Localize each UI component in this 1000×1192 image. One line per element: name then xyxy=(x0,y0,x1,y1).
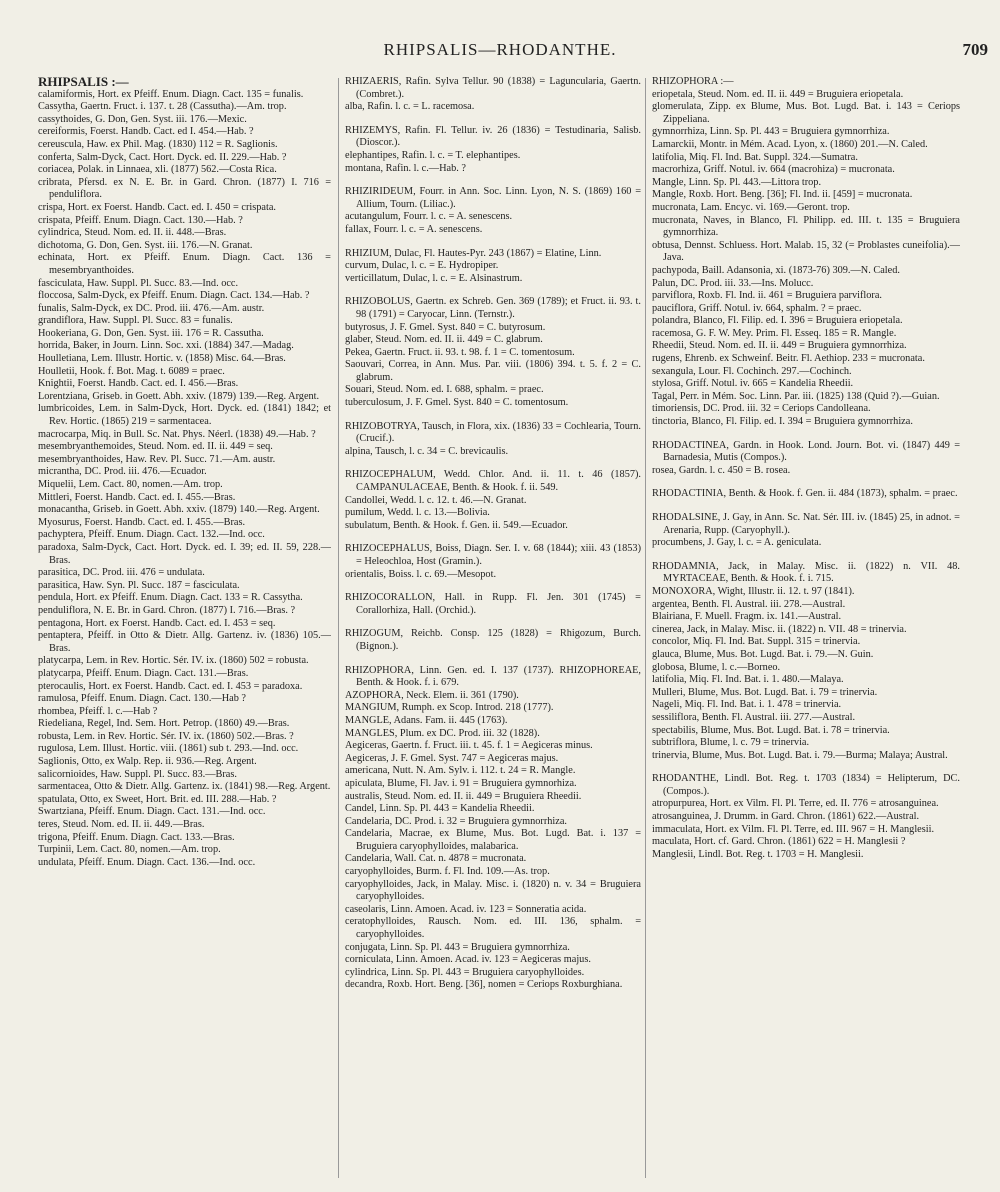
index-entry: americana, Nutt. N. Am. Sylv. i. 112. t. 24 = R. Mangle. xyxy=(345,765,576,777)
genus-heading: RHIZIUM, Dulac, Fl. Hautes-Pyr. 243 (1867) = Elatine, Linn. xyxy=(345,247,602,259)
index-entry: pentagona, Hort. ex Foerst. Handb. Cact. ed. I. 453 = seq. xyxy=(38,617,276,629)
index-entry: crispa, Hort. ex Foerst. Handb. Cact. ed. I. 450 = crispata. xyxy=(38,201,276,213)
index-entry: Mangle, Linn. Sp. Pl. 443.—Littora trop. xyxy=(652,176,822,188)
index-entry: MONOXORA, Wight, Illustr. ii. 12. t. 97 (1841). xyxy=(652,585,855,597)
index-entry: calamiformis, Hort. ex Pfeiff. Enum. Diagn. Cact. 135 = funalis. xyxy=(38,88,304,100)
genus-block xyxy=(345,628,641,653)
index-entry: salicornioides, Haw. Suppl. Pl. Succ. 83.—Bras. xyxy=(38,768,237,780)
genus-heading: RHIZOBOTRYA, Tausch, in Flora, xix. (1836) 33 = Cochlearia, Tourn. (Crucif.). xyxy=(345,420,641,445)
index-entry: trinervia, Blume, Mus. Bot. Lugd. Bat. i. 79.—Burma; Malaya; Austral. xyxy=(652,749,948,761)
index-entry: monacantha, Griseb. in Goett. Abh. xxiv. (1879) 140.—Reg. Argent. xyxy=(38,504,320,516)
index-entry: apiculata, Blume, Fl. Jav. i. 91 = Bruguiera gymnorhiza. xyxy=(345,777,577,789)
index-entry: cylindrica, Steud. Nom. ed. II. ii. 448.—Bras. xyxy=(38,227,227,239)
index-entry: pauciflora, Griff. Notul. iv. 664, sphalm. ? = praec. xyxy=(652,302,862,314)
column-divider xyxy=(338,78,339,1178)
index-entry: acutangulum, Fourr. l. c. = A. senescens. xyxy=(345,211,513,223)
index-entry: echinata, Hort. ex Pfeiff. Enum. Diagn. Cact. 136 = mesembryanthoides. xyxy=(38,252,331,276)
genus-block xyxy=(345,665,641,992)
index-entry: lumbricoides, Lem. in Salm-Dyck, Hort. Dyck. ed. (1841) 1842; et Rev. Hortic. (1865) 219 = sarmentacea. xyxy=(38,403,331,428)
genus-block xyxy=(345,592,641,617)
index-entry: tuberculosum, J. F. Gmel. Syst. 840 = C. tomentosum. xyxy=(345,397,569,409)
index-entry: undulata, Pfeiff. Enum. Diagn. Cact. 136.—Ind. occ. xyxy=(38,856,256,868)
index-entry: Pekea, Gaertn. Fruct. ii. 93. t. 98. f. 1 = C. tomentosum. xyxy=(345,346,575,358)
index-entry: Houlletiana, Lem. Illustr. Hortic. v. (1858) Misc. 64.—Bras. xyxy=(38,353,286,365)
index-entry: pendula, Hort. ex Pfeiff. Enum. Diagn. Cact. 133 = R. Cassytha. xyxy=(38,592,303,604)
index-entry: glaber, Steud. Nom. ed. II. ii. 449 = C. glabrum. xyxy=(345,334,543,346)
genus-block xyxy=(345,248,641,286)
genus-block xyxy=(652,488,960,501)
index-entry: Saouvari, Correa, in Ann. Mus. Par. viii. (1806) 394. t. 5. f. 2 = C. glabrum. xyxy=(345,359,641,383)
genus-heading: RHODACTINEA, Gardn. in Hook. Lond. Journ. Bot. vi. (1847) 449 = Barnadesia, Mutis (Compos.). xyxy=(652,439,960,464)
index-entry: Nageli, Miq. Fl. Ind. Bat. i. 1. 478 = trinervia. xyxy=(652,699,842,711)
genus-heading: RHIZAERIS, Rafin. Sylva Tellur. 90 (1838) = Laguncularia, Gaertn. (Combret.). xyxy=(345,76,641,100)
index-entry: coriacea, Polak. in Linnaea, xli. (1877) 562.—Costa Rica. xyxy=(38,164,277,176)
genus-block xyxy=(345,469,641,532)
genus-heading: RHIZOCEPHALUS, Boiss, Diagn. Ser. I. v. 68 (1844); xiii. 43 (1853) = Heleochloa, Host (Gramin.). xyxy=(345,543,641,567)
genus-block xyxy=(345,186,641,236)
index-entry: polandra, Blanco, Fl. Filip. ed. I. 396 = Bruguiera eriopetala. xyxy=(652,315,903,327)
column-2 xyxy=(345,76,641,1186)
index-entry: latifolia, Miq. Fl. Ind. Bat. i. 1. 480.—Malaya. xyxy=(652,674,844,686)
index-entry: funalis, Salm-Dyck, ex DC. Prod. iii. 476.—Am. austr. xyxy=(38,302,265,314)
index-entry: Candollei, Wedd. l. c. 12. t. 46.—N. Granat. xyxy=(345,494,527,506)
genus-heading: RHIPSALIS :— xyxy=(38,76,129,89)
index-entry: parasitica, Haw. Syn. Pl. Succ. 187 = fasciculata. xyxy=(38,579,240,591)
index-entry: racemosa, G. F. W. Mey. Prim. Fl. Esseq. 185 = R. Mangle. xyxy=(652,327,897,339)
index-entry: fallax, Fourr. l. c. = A. senescens. xyxy=(345,223,483,235)
index-entry: teres, Steud. Nom. ed. II. ii. 449.—Bras. xyxy=(38,819,205,831)
running-head: RHIPSALIS—RHODANTHE. xyxy=(383,40,617,59)
index-entry: cribrata, Pfersd. ex N. E. Br. in Gard. Chron. (1877) I. 716 = penduliflora. xyxy=(38,176,331,201)
index-entry: Candelaria, DC. Prod. i. 32 = Bruguiera gymnorrhiza. xyxy=(345,815,567,827)
genus-heading: RHIZOBOLUS, Gaertn. ex Schreb. Gen. 369 (1789); et Fruct. ii. 93. t. 98 (1791) = Caryocar, Linn. (Ternstr.). xyxy=(345,296,641,320)
index-entry: Riedeliana, Regel, Ind. Sem. Hort. Petrop. (1860) 49.—Bras. xyxy=(38,718,290,730)
index-entry: Swartziana, Pfeiff. Enum. Diagn. Cact. 131.—Ind. occ. xyxy=(38,806,266,818)
index-entry: immaculata, Hort. ex Vilm. Fl. Pl. Terre, ed. III. 967 = H. Manglesii. xyxy=(652,823,935,835)
index-entry: trigona, Pfeiff. Enum. Diagn. Cact. 133.—Bras. xyxy=(38,831,235,843)
genus-block xyxy=(345,76,641,114)
column-3 xyxy=(652,76,960,1186)
index-entry: fasciculata, Haw. Suppl. Pl. Succ. 83.—Ind. occ. xyxy=(38,277,239,289)
genus-heading: RHIZIRIDEUM, Fourr. in Ann. Soc. Linn. Lyon, N. S. (1869) 160 = Allium, Tourn. (Liliac.). xyxy=(345,186,641,210)
index-entry: caseolaris, Linn. Amoen. Acad. iv. 123 = Sonneratia acida. xyxy=(345,903,587,915)
index-entry: atrosanguinea, J. Drumm. in Gard. Chron. (1861) 622.—Austral. xyxy=(652,811,920,823)
index-entry: montana, Rafin. l. c.—Hab. ? xyxy=(345,162,466,174)
index-entry: conjugata, Linn. Sp. Pl. 443 = Bruguiera gymnorrhiza. xyxy=(345,941,570,953)
genus-block xyxy=(345,543,641,581)
index-entry: butyrosus, J. F. Gmel. Syst. 840 = C. butyrosum. xyxy=(345,321,546,333)
index-entry: maculata, Hort. cf. Gard. Chron. (1861) 622 = H. Manglesii ? xyxy=(652,836,906,848)
index-entry: sarmentacea, Otto & Dietr. Allg. Gartenz. ix. (1841) 98.—Reg. Argent. xyxy=(38,781,331,793)
index-entry: Candelaria, Macrae, ex Blume, Mus. Bot. Lugd. Bat. i. 137 = Bruguiera caryophylloides, malabarica. xyxy=(345,828,641,852)
index-entry: MANGLE, Adans. Fam. ii. 445 (1763). xyxy=(345,714,508,726)
index-entry: robusta, Lem. in Rev. Hortic. Sér. IV. ix. (1860) 502.—Bras. ? xyxy=(38,730,294,742)
index-entry: platycarpa, Pfeiff. Enum. Diagn. Cact. 131.—Bras. xyxy=(38,667,249,679)
index-entry: floccosa, Salm-Dyck, ex Pfeiff. Enum. Diagn. Cact. 134.—Hab. ? xyxy=(38,290,310,302)
index-entry: obtusa, Dennst. Schluess. Hort. Malab. 15, 32 (= Problastes cuneifolia).—Java. xyxy=(652,239,960,264)
genus-heading: RHIZOCEPHALUM, Wedd. Chlor. And. ii. 11. t. 46 (1857). CAMPANULACEAE, Benth. & Hook. f. ii. 549. xyxy=(345,469,641,494)
index-entry: subtriflora, Blume, l. c. 79 = trinervia. xyxy=(652,737,810,749)
index-entry: alba, Rafin. l. c. = L. racemosa. xyxy=(345,101,475,113)
index-entry: mucronata, Naves, in Blanco, Fl. Philipp. ed. III. t. 135 = Bruguiera gymnorrhiza. xyxy=(652,214,960,239)
index-entry: dichotoma, G. Don, Gen. Syst. iii. 176.—N. Granat. xyxy=(38,239,253,251)
index-entry: procumbens, J. Gay, l. c. = A. geniculata. xyxy=(652,537,822,549)
genus-block xyxy=(652,440,960,478)
index-entry: rugens, Ehrenb. ex Schweinf. Beitr. Fl. Aethiop. 233 = mucronata. xyxy=(652,353,925,365)
index-entry: platycarpa, Lem. in Rev. Hortic. Sér. IV. ix. (1860) 502 = robusta. xyxy=(38,655,309,667)
index-entry: mesembryanthemoides, Steud. Nom. ed. II. ii. 449 = seq. xyxy=(38,441,273,453)
index-entry: cereiformis, Foerst. Handb. Cact. ed I. 454.—Hab. ? xyxy=(38,126,254,138)
index-entry: sessiliflora, Benth. Fl. Austral. iii. 277.—Austral. xyxy=(652,711,856,723)
page-number: 709 xyxy=(962,40,988,59)
index-entry: horrida, Baker, in Journ. Linn. Soc. xxi. (1884) 347.—Madag. xyxy=(38,340,294,352)
index-entry: macrocarpa, Miq. in Bull. Sc. Nat. Phys. Néerl. (1838) 49.—Hab. ? xyxy=(38,428,316,440)
index-entry: AZOPHORA, Neck. Elem. ii. 361 (1790). xyxy=(345,689,519,701)
index-entry: gymnorrhiza, Linn. Sp. Pl. 443 = Bruguiera gymnorrhiza. xyxy=(652,126,890,138)
genus-heading: RHIZOPHORA :— xyxy=(652,76,734,87)
index-entry: decandra, Roxb. Hort. Beng. [36], nomen = Ceriops Roxburghiana. xyxy=(345,979,623,991)
index-entry: timoriensis, DC. Prod. iii. 32 = Ceriops Candolleana. xyxy=(652,403,871,415)
page-header xyxy=(0,40,1000,70)
genus-block xyxy=(652,512,960,550)
index-entry: Turpinii, Lem. Cact. 80, nomen.—Am. trop. xyxy=(38,844,221,856)
index-entry: Blairiana, F. Muell. Fragm. ix. 141.—Austral. xyxy=(652,611,842,623)
index-entry: concolor, Miq. Fl. Ind. Bat. Suppl. 315 = trinervia. xyxy=(652,636,861,648)
index-entry: corniculata, Linn. Amoen. Acad. iv. 123 = Aegiceras majus. xyxy=(345,954,591,966)
index-entry: Candelaria, Wall. Cat. n. 4878 = mucronata. xyxy=(345,853,527,865)
index-entry: Rheedii, Steud. Nom. ed. II. ii. 449 = Bruguiera gymnorrhiza. xyxy=(652,340,907,352)
index-entry: MANGIUM, Rumph. ex Scop. Introd. 218 (1777). xyxy=(345,702,554,714)
index-entry: verticillatum, Dulac, l. c. = E. Alsinastrum. xyxy=(345,272,523,284)
index-entry: Mittleri, Foerst. Handb. Cact. ed. I. 455.—Bras. xyxy=(38,491,236,503)
index-entry: Saglionis, Otto, ex Walp. Rep. ii. 936.—Reg. Argent. xyxy=(38,756,257,768)
index-entry: Myosurus, Foerst. Handb. Cact. ed. I. 455.—Bras. xyxy=(38,516,246,528)
index-entry: Candel, Linn. Sp. Pl. 443 = Kandelia Rheedii. xyxy=(345,803,535,815)
genus-heading: RHIZEMYS, Rafin. Fl. Tellur. iv. 26 (1836) = Testudinaria, Salisb. (Dioscor.). xyxy=(345,124,641,149)
index-entry: latifolia, Miq. Fl. Ind. Bat. Suppl. 324.—Sumatra. xyxy=(652,151,858,163)
column-1 xyxy=(38,76,331,1186)
index-entry: glomerulata, Zipp. ex Blume, Mus. Bot. Lugd. Bat. i. 143 = Ceriops Zippeliana. xyxy=(652,101,960,125)
index-entry: cereuscula, Haw. ex Phil. Mag. (1830) 112 = R. Saglionis. xyxy=(38,138,278,150)
index-entry: Lamarckii, Montr. in Mém. Acad. Lyon, x. (1860) 201.—N. Caled. xyxy=(652,138,928,150)
index-entry: mesembryanthoides, Haw. Rev. Pl. Succ. 71.—Am. austr. xyxy=(38,453,276,465)
index-entry: Knightii, Foerst. Handb. Cact. ed. I. 456.—Bras. xyxy=(38,378,239,390)
genus-block xyxy=(345,125,641,175)
index-entry: eriopetala, Steud. Nom. ed. II. ii. 449 = Bruguiera eriopetala. xyxy=(652,88,904,100)
genus-heading: RHIZOPHORA, Linn. Gen. ed. I. 137 (1737). RHIZOPHOREAE, Benth. & Hook. f. i. 679. xyxy=(345,664,641,689)
index-entry: glauca, Blume, Mus. Bot. Lugd. Bat. i. 79.—N. Guin. xyxy=(652,648,874,660)
index-entry: spectabilis, Blume, Mus. Bot. Lugd. Bat. i. 78 = trinervia. xyxy=(652,724,890,736)
genus-heading: RHIZOGUM, Reichb. Consp. 125 (1828) = Rhigozum, Burch. (Bignon.). xyxy=(345,628,641,652)
index-entry: Aegiceras, J. F. Gmel. Syst. 747 = Aegiceras majus. xyxy=(345,752,559,764)
genus-block xyxy=(652,773,960,861)
index-entry: subulatum, Benth. & Hook. f. Gen. ii. 549.—Ecuador. xyxy=(345,519,568,531)
genus-heading: RHODALSINE, J. Gay, in Ann. Sc. Nat. Sér. III. iv. (1845) 25, in adnot. = Arenaria, Rupp. (Caryophyll.). xyxy=(652,512,960,536)
index-entry: Mangle, Roxb. Hort. Beng. [36]; Fl. Ind. ii. [459] = mucronata. xyxy=(652,189,913,201)
index-entry: rugulosa, Lem. Illust. Hortic. viii. (1861) sub t. 293.—Ind. occ. xyxy=(38,743,299,755)
index-entry: cassythoides, G. Don, Gen. Syst. iii. 176.—Mexic. xyxy=(38,113,247,125)
index-entry: Miquelii, Lem. Cact. 80, nomen.—Am. trop. xyxy=(38,479,223,490)
genus-heading: RHODANTHE, Lindl. Bot. Reg. t. 1703 (1834) = Helipterum, DC. (Compos.). xyxy=(652,773,960,797)
index-entry: Tagal, Perr. in Mém. Soc. Linn. Par. iii. (1825) 138 (Quid ?).—Guian. xyxy=(652,390,940,402)
index-entry: Hookeriana, G. Don, Gen. Syst. iii. 176 = R. Cassutha. xyxy=(38,327,264,339)
index-entry: australis, Steud. Nom. ed. II. ii. 449 = Bruguiera Rheedii. xyxy=(345,790,582,802)
index-entry: grandiflora, Haw. Suppl. Pl. Succ. 83 = funalis. xyxy=(38,315,233,327)
index-entry: mucronata, Lam. Encyc. vi. 169.—Geront. trop. xyxy=(652,201,850,213)
index-entry: globosa, Blume, l. c.—Borneo. xyxy=(652,661,781,673)
index-entry: penduliflora, N. E. Br. in Gard. Chron. (1877) I. 716.—Bras. ? xyxy=(38,604,296,616)
index-entry: pentaptera, Pfeiff. in Otto & Dietr. Allg. Gartenz. iv. (1836) 105.—Bras. xyxy=(38,630,331,654)
index-entry: rhombea, Pfeiff. l. c.—Hab ? xyxy=(38,705,158,717)
index-entry: macrorhiza, Griff. Notul. iv. 664 (macrohiza) = mucronata. xyxy=(652,164,895,176)
index-entry: micrantha, DC. Prod. iii. 476.—Ecuador. xyxy=(38,466,207,478)
index-entry: ceratophylloides, Rausch. Nom. ed. III. 136, sphalm. = caryophylloides. xyxy=(345,916,641,941)
index-entry: conferta, Salm-Dyck, Cact. Hort. Dyck. ed. II. 229.—Hab. ? xyxy=(38,151,287,163)
index-entry: Cassytha, Gaertn. Fruct. i. 137. t. 28 (Cassutha).—Am. trop. xyxy=(38,101,287,113)
genus-heading: RHIZOCORALLON, Hall. in Rupp. Fl. Jen. 301 (1745) = Corallorhiza, Hall. (Orchid.). xyxy=(345,592,641,616)
index-entry: paradoxa, Salm-Dyck, Cact. Hort. Dyck. ed. I. 39; ed. II. 59, 228.—Bras. xyxy=(38,541,331,566)
index-entry: Lorentziana, Griseb. in Goett. Abh. xxiv. (1879) 139.—Reg. Argent. xyxy=(38,390,320,402)
index-entry: tinctoria, Blanco, Fl. Filip. ed. I. 394 = Bruguiera gymnorrhiza. xyxy=(652,416,913,428)
index-entry: parviflora, Roxb. Fl. Ind. ii. 461 = Bruguiera parviflora. xyxy=(652,290,883,302)
index-entry: argentea, Benth. Fl. Austral. iii. 278.—Austral. xyxy=(652,598,846,610)
index-entry: spatulata, Otto, ex Sweet, Hort. Brit. ed. III. 288.—Hab. ? xyxy=(38,793,277,805)
genus-block xyxy=(652,561,960,763)
index-entry: parasitica, DC. Prod. iii. 476 = undulata. xyxy=(38,567,205,579)
genus-heading: RHODACTINIA, Benth. & Hook. f. Gen. ii. 484 (1873), sphalm. = praec. xyxy=(652,488,958,500)
index-entry: Souari, Steud. Nom. ed. I. 688, sphalm. = praec. xyxy=(345,384,544,396)
index-entry: Aegiceras, Gaertn. f. Fruct. iii. t. 45. f. 1 = Aegiceras minus. xyxy=(345,740,593,752)
index-entry: cylindrica, Linn. Sp. Pl. 443 = Bruguiera caryophylloides. xyxy=(345,966,585,978)
index-entry: elephantipes, Rafin. l. c. = T. elephantipes. xyxy=(345,149,521,161)
genus-heading: RHODAMNIA, Jack, in Malay. Misc. ii. (1822) n. VII. 48. MYRTACEAE, Benth. & Hook. f. i. 715. xyxy=(652,560,960,585)
index-entry: rosea, Gardn. l. c. 450 = B. rosea. xyxy=(652,464,791,476)
index-entry: Palun, DC. Prod. iii. 33.—Ins. Molucc. xyxy=(652,277,814,289)
genus-block xyxy=(652,76,960,429)
index-entry: sexangula, Lour. Fl. Cochinch. 297.—Cochinch. xyxy=(652,365,852,377)
index-entry: Manglesii, Lindl. Bot. Reg. t. 1703 = H. Manglesii. xyxy=(652,848,864,860)
index-entry: crispata, Pfeiff. Enum. Diagn. Cact. 130.—Hab. ? xyxy=(38,214,243,226)
index-entry: orientalis, Boiss. l. c. 69.—Mesopot. xyxy=(345,568,497,580)
index-entry: cinerea, Jack, in Malay. Misc. ii. (1822) n. VII. 48 = trinervia. xyxy=(652,623,907,635)
index-entry: caryophylloides, Jack, in Malay. Misc. i. (1820) n. v. 34 = Bruguiera caryophylloides. xyxy=(345,878,641,903)
index-entry: curvum, Dulac, l. c. = E. Hydropiper. xyxy=(345,260,499,272)
index-entry: pterocaulis, Hort. ex Foerst. Handb. Cact. ed. I. 453 = paradoxa. xyxy=(38,680,303,692)
index-entry: pachyptera, Pfeiff. Enum. Diagn. Cact. 132.—Ind. occ. xyxy=(38,529,265,541)
entry-list xyxy=(38,89,331,870)
index-entry: atropurpurea, Hort. ex Vilm. Fl. Pl. Terre, ed. II. 776 = atrosanguinea. xyxy=(652,798,939,810)
genus-block xyxy=(345,296,641,409)
index-entry: ramulosa, Pfeiff. Enum. Diagn. Cact. 130.—Hab ? xyxy=(38,693,246,705)
index-entry: stylosa, Griff. Notul. iv. 665 = Kandelia Rheedii. xyxy=(652,378,854,390)
index-entry: Mulleri, Blume, Mus. Bot. Lugd. Bat. i. 79 = trinervia. xyxy=(652,686,878,698)
index-entry: alpina, Tausch, l. c. 34 = C. brevicaulis. xyxy=(345,445,509,457)
index-entry: pachypoda, Baill. Adansonia, xi. (1873-76) 309.—N. Caled. xyxy=(652,264,900,276)
genus-block xyxy=(345,421,641,459)
index-entry: MANGLES, Plum. ex DC. Prod. iii. 32 (1828). xyxy=(345,727,540,739)
index-entry: caryophylloides, Burm. f. Fl. Ind. 109.—As. trop. xyxy=(345,866,550,878)
column-divider xyxy=(645,78,646,1178)
index-entry: pumilum, Wedd. l. c. 13.—Bolivia. xyxy=(345,507,490,519)
index-entry: Houlletii, Hook. f. Bot. Mag. t. 6089 = praec. xyxy=(38,365,225,377)
